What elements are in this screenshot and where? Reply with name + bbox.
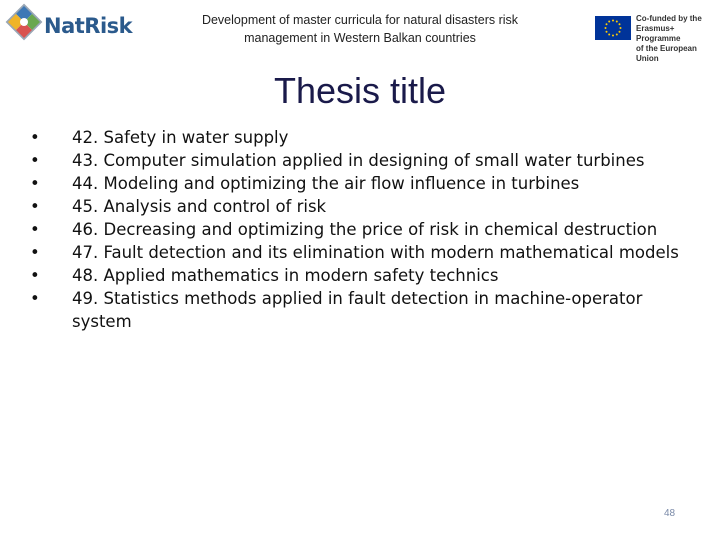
- header-line-1: Development of master curricula for natural disasters risk: [201, 13, 519, 27]
- natrisk-emblem-icon: [4, 2, 44, 48]
- page-number: 48: [664, 508, 676, 519]
- eu-cofunded-text: [636, 14, 716, 64]
- list-item: • 43. Computer simulation applied in designing of small water turbines: [30, 149, 690, 172]
- list-item: • 44. Modeling and optimizing the air flow influence in turbines: [30, 172, 690, 195]
- eu-text-line-3: of the European Union: [636, 44, 697, 63]
- list-item: • 49. Statistics methods applied in fault detection in machine-operator system: [30, 287, 690, 333]
- slide-title: Thesis title: [273, 70, 447, 111]
- natrisk-logo: [4, 2, 133, 48]
- eu-text-line-1: Co-funded by the: [636, 14, 702, 23]
- eu-text-line-2: Erasmus+ Programme: [636, 24, 681, 43]
- list-item: • 48. Applied mathematics in modern safety technics: [30, 264, 690, 287]
- logo-text: NatRisk: [44, 14, 133, 38]
- project-header: [180, 11, 540, 47]
- list-item: • 47. Fault detection and its elimination with modern mathematical models: [30, 241, 690, 264]
- thesis-list: [30, 126, 690, 333]
- list-item: • 45. Analysis and control of risk: [30, 195, 690, 218]
- eu-flag-icon: [595, 16, 631, 40]
- header-line-2: management in Western Balkan countries: [244, 31, 476, 45]
- list-item: • 42. Safety in water supply: [30, 126, 690, 149]
- list-item: • 46. Decreasing and optimizing the price of risk in chemical destruction: [30, 218, 690, 241]
